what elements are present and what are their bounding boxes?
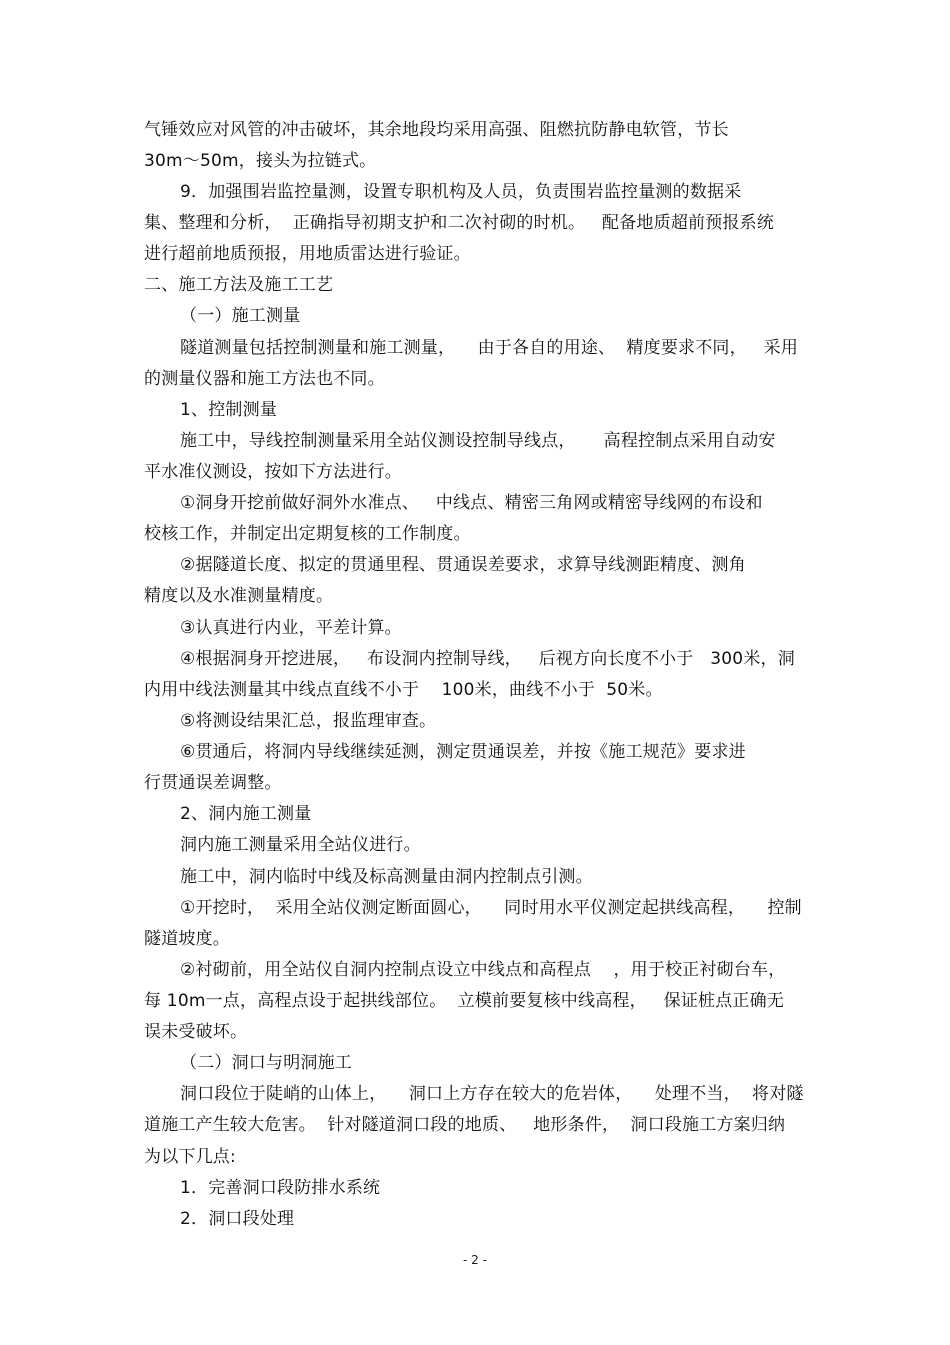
text-line: 集、整理和分析， 正确指导初期支护和二次衬砌的时机。 配备地质超前预报系统 <box>144 213 775 233</box>
text-line: 内用中线法测量其中线点直线不小于 100米，曲线不小于 50米。 <box>144 680 663 700</box>
text-line: 校核工作，并制定出定期复核的工作制度。 <box>144 524 471 544</box>
subsection-heading: （二）洞口与明洞施工 <box>180 1053 352 1073</box>
text-line: 道施工产生较大危害。 针对隧道洞口段的地质、 地形条件， 洞口段施工方案归纳 <box>144 1115 786 1135</box>
list-item: 1．完善洞口段防排水系统 <box>180 1178 381 1198</box>
text-line: 洞口段位于陡峭的山体上， 洞口上方存在较大的危岩体， 处理不当， 将对隧 <box>180 1084 804 1104</box>
text-line: ④根据洞身开挖进展， 布设洞内控制导线， 后视方向长度不小于 300米，洞 <box>180 649 795 669</box>
item-heading: 2、洞内施工测量 <box>180 804 312 824</box>
text-line: 精度以及水准测量精度。 <box>144 586 334 606</box>
item-heading: 1、控制测量 <box>180 400 278 420</box>
text-line: 进行超前地质预报，用地质雷达进行验证。 <box>144 244 471 264</box>
text-line: 施工中，导线控制测量采用全站仪测设控制导线点， 高程控制点采用自动安 <box>180 431 776 451</box>
text-line: 为以下几点: <box>144 1147 236 1167</box>
text-line: ⑤将测设结果汇总，报监理审查。 <box>180 711 437 731</box>
text-line: 隧道坡度。 <box>144 929 230 949</box>
text-line: 30m～50m，接头为拉链式。 <box>144 151 377 171</box>
text-line: 9．加强围岩监控量测，设置专职机构及人员，负责围岩监控量测的数据采 <box>180 182 742 202</box>
page-number: - 2 - <box>463 1253 487 1267</box>
subsection-heading: （一）施工测量 <box>180 306 301 326</box>
text-line: 误未受破坏。 <box>144 1022 248 1042</box>
text-line: 洞内施工测量采用全站仪进行。 <box>180 835 421 855</box>
text-line: 隧道测量包括控制测量和施工测量， 由于各自的用途、 精度要求不同， 采用 <box>180 338 799 358</box>
text-line: 平水准仪测设，按如下方法进行。 <box>144 462 402 482</box>
text-line: ①开挖时， 采用全站仪测定断面圆心， 同时用水平仪测定起拱线高程， 控制 <box>180 898 802 918</box>
text-line: ②衬砌前，用全站仪自洞内控制点设立中线点和高程点 ，用于校正衬砌台车， <box>180 960 786 980</box>
text-line: ①洞身开挖前做好洞外水准点、 中线点、精密三角网或精密导线网的布设和 <box>180 493 763 513</box>
text-line: 每 10m一点，高程点设于起拱线部位。 立模前要复核中线高程， 保证桩点正确无 <box>144 991 785 1011</box>
text-line: 行贯通误差调整。 <box>144 773 282 793</box>
section-heading: 二、施工方法及施工工艺 <box>144 275 334 295</box>
text-line: 气锤效应对风管的冲击破坏，其余地段均采用高强、阻燃抗防静电软管，节长 <box>144 120 729 140</box>
list-item: 2．洞口段处理 <box>180 1209 295 1229</box>
text-line: ③认真进行内业，平差计算。 <box>180 618 402 638</box>
text-line: 的测量仪器和施工方法也不同。 <box>144 369 385 389</box>
text-line: ⑥贯通后，将洞内导线继续延测，测定贯通误差，并按《施工规范》要求进 <box>180 742 746 762</box>
text-line: 施工中，洞内临时中线及标高测量由洞内控制点引测。 <box>180 867 593 887</box>
text-line: ②据隧道长度、拟定的贯通里程、贯通误差要求，求算导线测距精度、测角 <box>180 555 746 575</box>
